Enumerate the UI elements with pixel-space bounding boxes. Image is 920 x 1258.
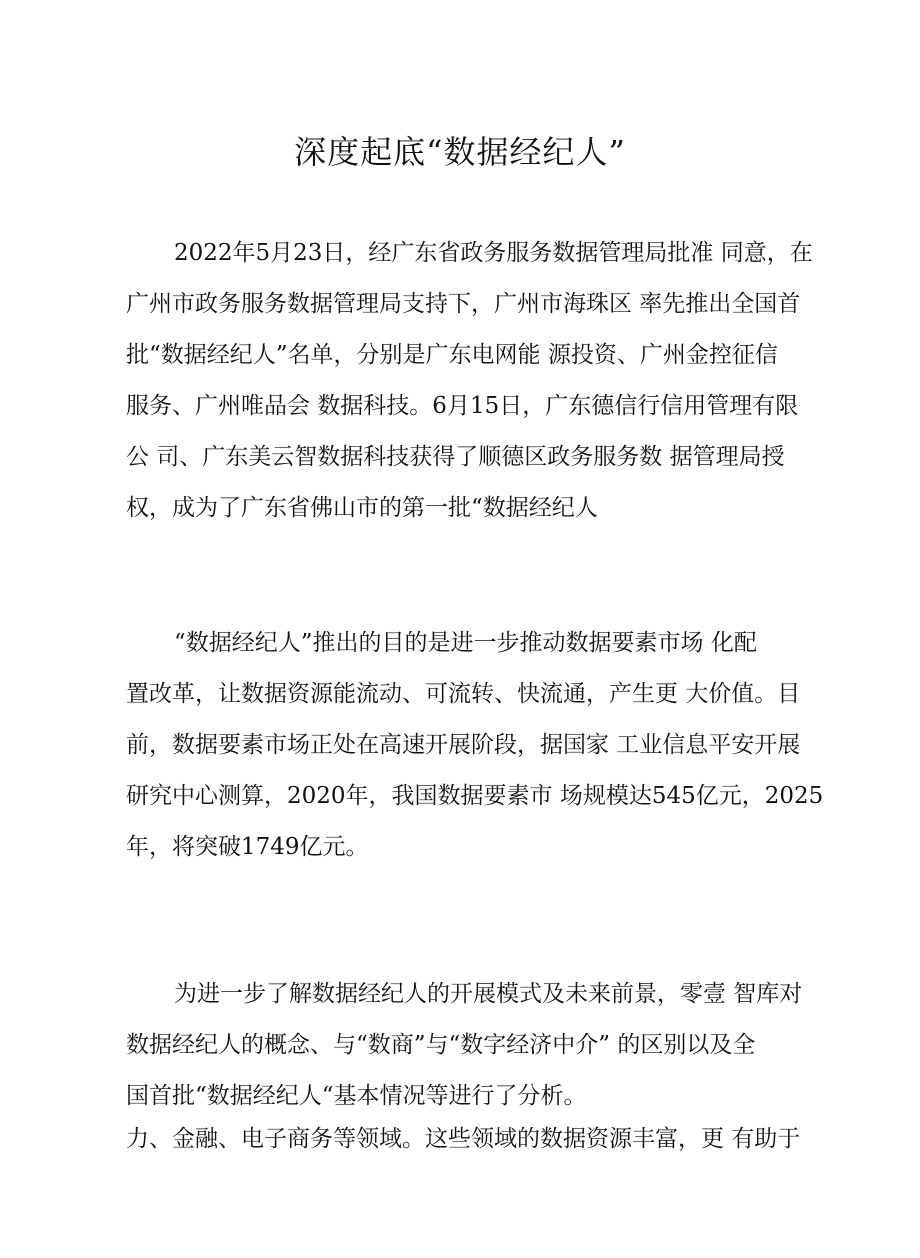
paragraph-line: 国首批“数据经纪人“基本情况等进行了分析。 xyxy=(126,1083,587,1109)
paragraph-2 xyxy=(126,618,824,873)
paragraph-line: 置改革，让数据资源能流动、可流转、快流通，产生更 大价值。目 xyxy=(126,681,801,707)
paragraph-line: 权，成为了广东省佛山市的第一批“数据经纪人 xyxy=(126,495,598,521)
paragraph-line: 公 司、广东美云智数据科技获得了顺德区政务服务数 据管理局授 xyxy=(126,444,785,470)
paragraph-3 xyxy=(126,969,806,1122)
paragraph-line: 数据经纪人的概念、与“数商”与“数字经济中介” 的区别以及全 xyxy=(126,1032,756,1058)
paragraph-line: 批“数据经纪人”名单，分别是广东电网能 源投资、广州金控征信 xyxy=(126,342,778,368)
paragraph-line: “数据经纪人”推出的目的是进一步推动数据要素市场 化配 xyxy=(174,630,757,656)
paragraph-1 xyxy=(126,228,813,534)
paragraph-4 xyxy=(126,1114,806,1165)
paragraph-line: 前，数据要素市场正处在高速开展阶段，据国家 工业信息平安开展 xyxy=(126,732,801,758)
paragraph-line: 广州市政务服务数据管理局支持下，广州市海珠区 率先推出全国首 xyxy=(126,291,801,317)
paragraph-line: 年，将突破1749亿元。 xyxy=(126,834,369,860)
document-title: 深度起底“数据经纪人” xyxy=(294,133,626,171)
paragraph-line: 力、金融、电子商务等领域。这些领域的数据资源丰富，更 有助于 xyxy=(126,1126,801,1152)
paragraph-line: 为进一步了解数据经纪人的开展模式及未来前景，零壹 智库对 xyxy=(174,981,803,1007)
paragraph-line: 研究中心测算，2020年，我国数据要素市 场规模达545亿元，2025 xyxy=(126,783,824,809)
paragraph-line: 2022年5月23日，经广东省政务服务数据管理局批准 同意，在 xyxy=(174,240,813,266)
paragraph-line: 服务、广州唯品会 数据科技。6月15日，广东德信行信用管理有限 xyxy=(126,393,799,419)
